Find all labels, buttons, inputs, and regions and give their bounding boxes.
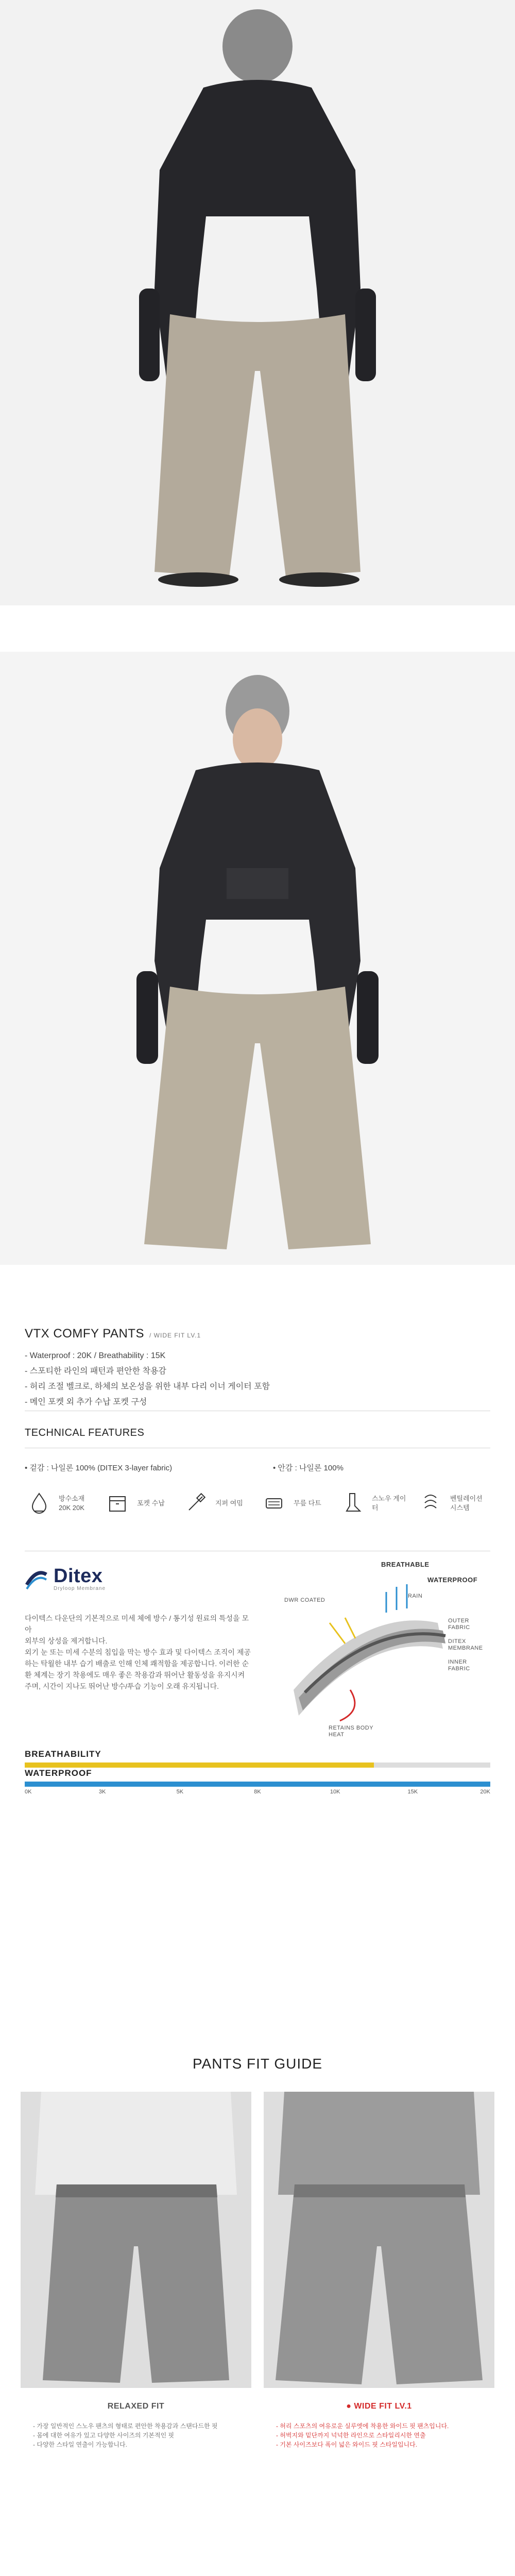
bullet-item: - 스포티한 라인의 패턴과 편안한 착용감 [25,1367,166,1376]
ditex-text-line: 외부의 상성을 제거합니다. [25,1637,108,1645]
outer-fabric-spec: • 겉감 : 나일론 100% (DITEX 3-layer fabric) [25,1464,173,1472]
model-front-illustration [0,652,515,1265]
relaxed-fit-illustration [21,2092,251,2388]
feature-label: 포켓 수납 [137,1499,165,1507]
bar-tick-label: 10K [330,1789,340,1795]
breathability-bar-graphic [25,1762,490,1768]
breathability-fill [25,1762,374,1768]
feature-label: 방수소재 20K 20K [59,1495,85,1512]
dwr-layer-label: DWR COATED [284,1597,325,1603]
bullet-item: - 허리 조절 벨크로, 하체의 보온성을 위한 내부 다리 이너 게이터 포함 [25,1382,270,1391]
relaxed-fit-name: RELAXED FIT [107,2402,165,2411]
wide-fit-description: - 허리 스포츠의 여유로운 실루엣에 착용한 와이드 핏 팬츠입니다. - 허벅지와 밑단까지 넉넉한 라인으로 스타일리시한 연출 - 기본 사이즈보다 폭이 넓은 와이드 핏 스타일입니다. [276,2422,449,2448]
breathable-icon [416,1489,445,1518]
bar-tick-label: 3K [98,1789,106,1795]
membrane-label: DITEX MEMBRANE [448,1638,483,1651]
model-back-illustration [0,0,515,605]
bar-tick-label: 20K [480,1789,490,1795]
active-fit-indicator-icon: ● [346,2402,354,2411]
fit-tag: / WIDE FIT LV.1 [149,1332,201,1339]
velcro-icon [260,1489,288,1518]
ditex-mark-icon [25,1567,48,1591]
ditex-layer-diagram [273,1561,494,1736]
breathable-label: BREATHABLE [381,1561,430,1568]
product-name: VTX COMFY PANTS [25,1327,144,1341]
feature-gaiter [338,1489,408,1518]
technical-features-title: TECHNICAL FEATURES [25,1427,145,1438]
ditex-logo [25,1566,106,1591]
ditex-brand: Ditex [54,1565,103,1587]
product-photo-back [0,0,515,605]
pants-fit-guide-title: PANTS FIT GUIDE [193,2056,322,2072]
waterproof-fill [25,1782,490,1787]
feature-zipper [181,1489,251,1518]
feature-pocket [103,1489,173,1518]
ditex-paragraph-2: 외기 눈 또는 미세 수분의 침입을 막는 방수 효과 및 다이텍스 조직이 제공하는 탁월한 내부 습기 배출로 인해 인체 쾌적함을 제공합니다. 이러한 순환 체계는 장기 착용에도 매우 좋은 착용감과 뛰어난 활동성을 유지시켜주며, 시간이 지나도 뛰어난 방수/투습 기능이 오래 유지됩니다. [25,1648,251,1690]
relaxed-fit-photo [21,2092,251,2388]
breathability-bar-label: BREATHABILITY [25,1749,101,1759]
product-title [25,1327,201,1341]
feature-label: 무릎 다트 [294,1499,321,1507]
inner-fabric-spec: • 안감 : 나일론 100% [273,1464,344,1472]
wide-fit-name-text: WIDE FIT LV.1 [354,2402,412,2411]
pocket-icon [103,1489,132,1518]
product-bullets [25,1348,270,1410]
gaiter-icon [338,1489,367,1518]
bar-ticks [25,1789,490,1796]
waterproof-bar-graphic [25,1782,490,1787]
inner-fabric-label: INNER FABRIC [448,1659,470,1672]
bullet-item: - 메인 포켓 외 추가 수납 포켓 구성 [25,1398,147,1406]
rain-label: RAIN [408,1593,423,1599]
bar-tick-label: 15K [407,1789,418,1795]
ditex-paragraph-1 [25,1613,251,1647]
feature-label: 스노우 게이터 [372,1495,406,1512]
ditex-text-line: 다이텍스 다운단의 기본적으로 미세 체에 방수 / 통기성 원료의 특성을 모아 [25,1614,249,1634]
outer-fabric-label: OUTER FABRIC [448,1618,470,1631]
bar-tick-label: 0K [25,1789,32,1795]
feature-label: 지퍼 여밈 [215,1499,243,1507]
breathability-bar [25,1761,490,1766]
wide-fit-name [264,2402,494,2411]
wide-fit-illustration [264,2092,494,2388]
relaxed-fit-description: - 가장 일반적인 스노우 팬츠의 형태로 편안한 착용감과 스탠다드한 핏 - 몸에 대한 여유가 있고 다양한 사이즈의 기본적인 핏 - 다양한 스타일 연출이 가능합니다. [33,2422,218,2448]
body-heat-label: RETAINS BODY HEAT [329,1725,373,1738]
bar-tick-label: 5K [176,1789,184,1795]
waterproof-diagram-label: WATERPROOF [427,1576,478,1584]
feature-dart [260,1489,330,1518]
product-photo-front [0,652,515,1265]
feature-ventilation [416,1489,486,1518]
ditex-sub: Dryloop Membrane [54,1586,106,1591]
feature-waterproof [25,1489,95,1518]
waterproof-icon [25,1489,54,1518]
product-info [0,1327,515,1406]
bullet-item: - Waterproof : 20K / Breathability : 15K [25,1351,166,1360]
waterproof-bar-label: WATERPROOF [25,1768,92,1778]
bar-tick-label: 8K [254,1789,261,1795]
feature-label: 벤틸레이션 시스템 [450,1495,483,1512]
wide-fit-photo [264,2092,494,2388]
zipper-icon [181,1489,210,1518]
waterproof-bar [25,1780,490,1785]
